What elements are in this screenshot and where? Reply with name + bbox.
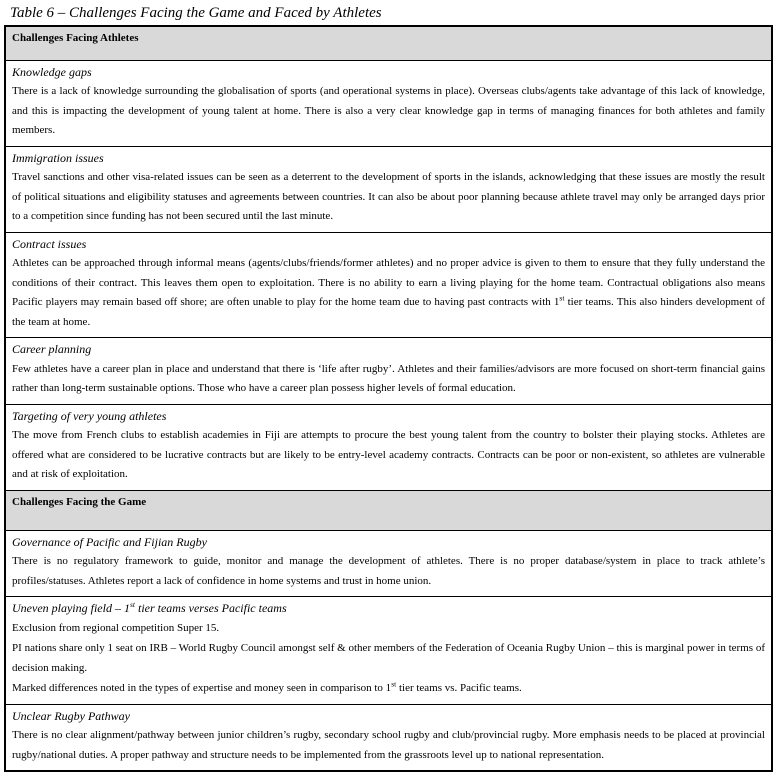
section-header-challenges-facing-athletes: Challenges Facing Athletes bbox=[5, 26, 772, 60]
challenge-paragraph: There is a lack of knowledge surrounding the globalisation of sports (and operational systems in place). Overseas clubs/agents take advantage of this lack of knowledge, and this is impacting the development of young talent at home. There is also a very clear knowledge gap in terms of managing finances for both athletes and family members. bbox=[12, 85, 765, 136]
challenge-heading: Immigration issues bbox=[12, 150, 104, 165]
table-row bbox=[5, 530, 772, 597]
page-title: Table 6 – Challenges Facing the Game and Faced by Athletes bbox=[10, 5, 382, 21]
challenge-heading: Unclear Rugby Pathway bbox=[12, 708, 130, 723]
row-governance-pacific-fijian-rugby bbox=[5, 530, 772, 597]
challenge-paragraph: Athletes can be approached through informal means (agents/clubs/friends/former athletes) and no proper advice is given to them to ensure that they fully understand the conditions of their contract. This leaves them open to exploitation. There is no ability to earn a living playing for the home team. Contractual obligations also means Pacific players may remain based off shore; are often unable to play for the home team due to having past contracts with 1st tier teams. This also hinders development of the team at home. bbox=[12, 257, 765, 328]
table-row bbox=[5, 146, 772, 232]
table-row bbox=[5, 26, 772, 60]
table-row bbox=[5, 404, 772, 490]
challenge-heading: Knowledge gaps bbox=[12, 64, 92, 79]
challenge-paragraph: There is no regulatory framework to guide, monitor and manage the development of athletes. There is no proper database/system in place to track athlete’s profiles/statuses. Athletes report a lack of confidence in home systems and trust in home union. bbox=[12, 555, 765, 587]
row-uneven-playing-field bbox=[5, 597, 772, 705]
row-unclear-rugby-pathway bbox=[5, 704, 772, 771]
challenge-paragraph: There is no clear alignment/pathway between junior children’s rugby, secondary school rugby and club/provincial rugby. More emphasis needs to be placed at provincial rugby/national duties. A proper pathway and structure needs to be implemented from the grassroots level up to national representation. bbox=[12, 729, 765, 761]
row-immigration-issues bbox=[5, 146, 772, 232]
challenge-heading: Targeting of very young athletes bbox=[12, 408, 167, 423]
row-contract-issues bbox=[5, 232, 772, 338]
challenge-paragraph: Marked differences noted in the types of expertise and money seen in comparison to 1st tier teams vs. Pacific teams. bbox=[12, 679, 522, 694]
challenge-heading: Career planning bbox=[12, 342, 92, 356]
challenge-heading: Governance of Pacific and Fijian Rugby bbox=[12, 534, 207, 549]
table-row bbox=[5, 704, 772, 771]
table-row bbox=[5, 597, 772, 705]
challenge-heading: Uneven playing field – 1st tier teams verses Pacific teams bbox=[12, 600, 287, 615]
table-row bbox=[5, 490, 772, 530]
row-career-planning bbox=[5, 338, 772, 405]
section-header-challenges-facing-the-game: Challenges Facing the Game bbox=[5, 490, 772, 530]
table-row bbox=[5, 60, 772, 146]
challenges-table bbox=[4, 25, 773, 772]
challenge-paragraph: Exclusion from regional competition Super 15. bbox=[12, 621, 220, 634]
row-knowledge-gaps bbox=[5, 60, 772, 146]
challenge-paragraph: PI nations share only 1 seat on IRB – World Rugby Council amongst self & other members of the Federation of Oceania Rugby Union – this is marginal power in terms of decision making. bbox=[12, 642, 765, 674]
challenge-paragraph: The move from French clubs to establish academies in Fiji are attempts to procure the best young talent from the country to bolster their playing stocks. Athletes are offered what are considered to be lucrative contracts but are likely to be entry-level academy contracts. Contracts can be poor or non-existent, so athletes are vulnerable and at risk of exploitation. bbox=[12, 429, 765, 480]
challenge-heading: Contract issues bbox=[12, 236, 87, 251]
challenge-paragraph: Few athletes have a career plan in place and understand that there is ‘life after rugby’. Athletes and their families/advisors are more focused on short-term financial gains rather than long-term sustainable options. Those who have a career plan possess higher levels of formal education. bbox=[12, 362, 765, 394]
table-row bbox=[5, 338, 772, 405]
row-targeting-very-young-athletes bbox=[5, 404, 772, 490]
table-row bbox=[5, 232, 772, 338]
challenge-paragraph: Travel sanctions and other visa-related issues can be seen as a deterrent to the development of sports in the islands, acknowledging that these issues are mostly the result of political situations and eligibility statuses and agreements between countries. It can also be about poor planning because athlete travel may only be arranged days prior to a competition since funding has not been secured until the last minute. bbox=[12, 171, 765, 222]
